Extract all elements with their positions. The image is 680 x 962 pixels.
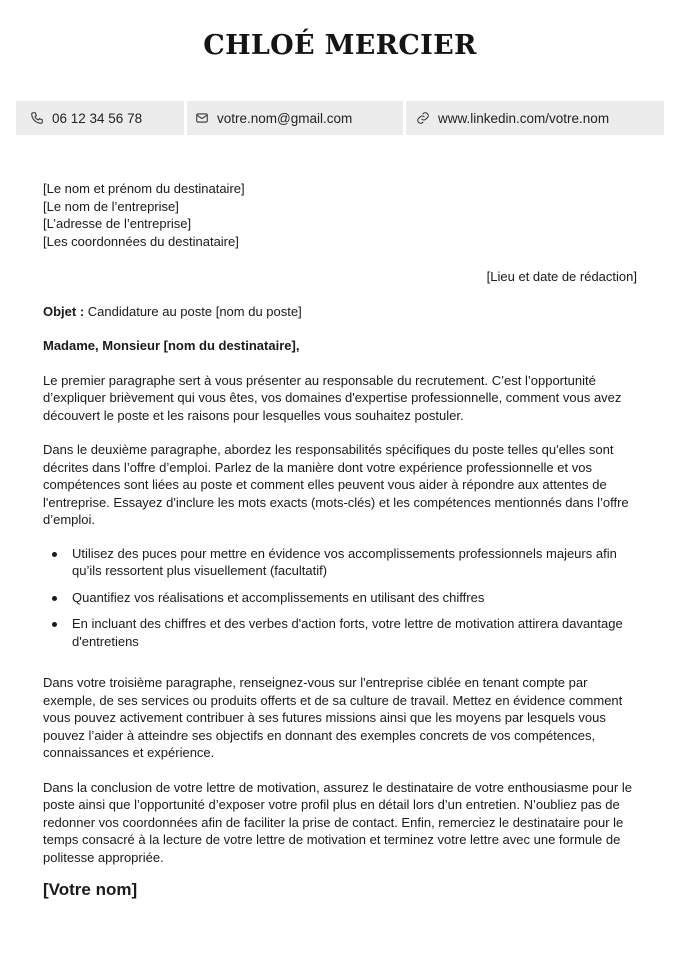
subject-line	[43, 303, 637, 321]
phone-icon	[30, 111, 44, 125]
place-date: [Lieu et date de rédaction]	[486, 269, 637, 284]
mail-icon	[195, 111, 209, 125]
bullet-list	[43, 545, 637, 651]
paragraph-conclusion: Dans la conclusion de votre lettre de motivation, assurez le destinataire de votre enthousiasme pour le poste ainsi que l’opportunité d’exposer votre profil plus en détail lors d’un entretien. N’oubliez pas de redonner vos coordonnées afin de faciliter la prise de contact. Enfin, remerciez le destinataire pour le temps consacré à la lecture de votre lettre de motivation et terminez votre lettre avec une formule de politesse appropriée.	[43, 779, 632, 865]
letter-body	[43, 180, 637, 899]
recipient-name: [Le nom et prénom du destinataire]	[43, 181, 245, 196]
phone-number: 06 12 34 56 78	[52, 110, 143, 126]
paragraph-third: Dans votre troisième paragraphe, renseignez-vous sur l'entreprise ciblée en tenant compte par exemple, de ses services ou produits offerts et de sa culture de travail. Mettez en évidence comment vous pouvez activement contribuer à ses futures missions ainsi que les moyens par lesquels vous pouvez l’aider à atteindre ses objectifs en donnant des exemples concrets de vos compétences, connaissances et expérience.	[43, 675, 623, 760]
list-item: En incluant des chiffres et des verbes d'action forts, votre lettre de motivation attirera davantage d'entretiens	[72, 615, 637, 650]
subject-label: Objet :	[43, 303, 85, 319]
salutation: Madame, Monsieur [nom du destinataire],	[43, 338, 300, 353]
email-address: votre.nom@gmail.com	[217, 110, 353, 126]
recipient-contact: [Les coordonnées du destinataire]	[43, 233, 239, 249]
paragraph-second: Dans le deuxième paragraphe, abordez les responsabilités spécifiques du poste telles qu'elles sont décrites dans l’offre d’emploi. Parlez de la manière dont votre expérience professionnelle et vos compétences sont liées au poste et comment elles peuvent vous aider à répondre aux attentes de l'entreprise. Essayez d'inclure les mots exacts (mots-clés) et les compétences mentionnés dans l’offre d’emploi.	[43, 442, 629, 527]
subject-text: Candidature au poste [nom du poste]	[84, 303, 302, 319]
contact-website	[406, 101, 664, 135]
link-icon	[416, 111, 430, 125]
contact-phone	[16, 101, 184, 135]
recipient-company: [Le nom de l’entreprise]	[43, 198, 179, 214]
list-item: Quantifiez vos réalisations et accomplissements en utilisant des chiffres	[72, 589, 637, 607]
applicant-name: CHLOÉ MERCIER	[203, 30, 477, 61]
recipient-block	[43, 180, 637, 250]
list-item: Utilisez des puces pour mettre en évidence vos accomplissements professionnels majeurs afin qu’ils ressortent plus visuellement (facultatif)	[72, 545, 637, 580]
signature: [Votre nom]	[43, 880, 138, 899]
recipient-address: [L’adresse de l’entreprise]	[43, 216, 192, 231]
contact-email	[187, 101, 403, 135]
paragraph-intro: Le premier paragraphe sert à vous présenter au responsable du recrutement. C’est l’opportunité d’expliquer brièvement qui vous êtes, vos domaines d'expertise professionnelle, comment vous avez découvert le poste et les raisons pour lesquelles vous souhaitez postuler.	[43, 372, 622, 423]
website-url: www.linkedin.com/votre.nom	[438, 110, 610, 126]
contact-bar	[16, 101, 664, 135]
